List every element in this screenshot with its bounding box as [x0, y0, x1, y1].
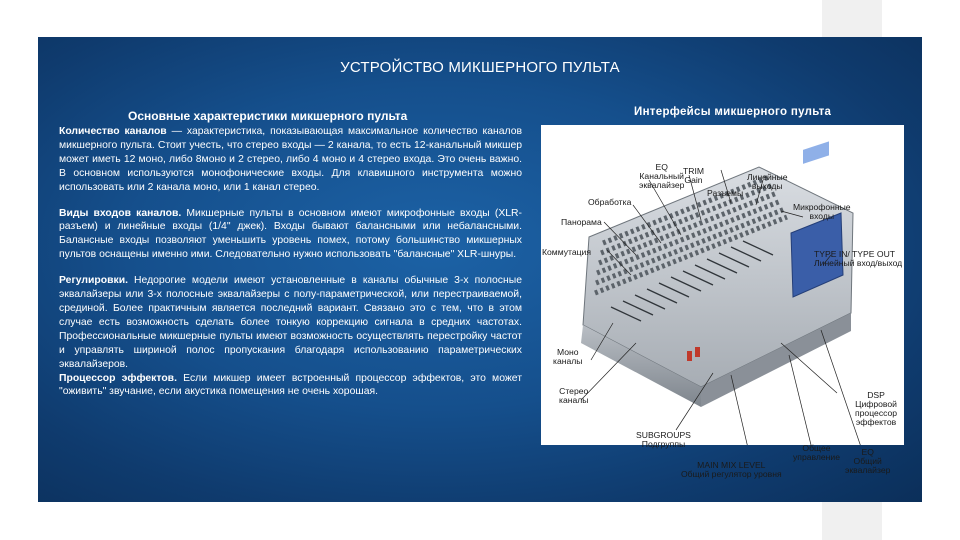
label-line-outputs: Линейные выходы	[747, 172, 788, 191]
label-general-controls: Общее управление	[793, 443, 840, 462]
slide	[38, 37, 922, 502]
label-stereo-channels: Стерео каналы	[559, 386, 589, 405]
label-trim-gain: TRIM Gain	[683, 166, 705, 185]
paragraph-effects	[59, 372, 522, 400]
text-effects: Если микшер имеет встроенный процессор эффектов, это может "оживить" звучание, если акустика помещения не очень хорошая.	[59, 372, 522, 398]
label-eq-general: EQ Общий эквалайзер	[845, 447, 891, 475]
mixer-illustration	[541, 125, 904, 445]
label-eq-channel: EQ Канальный эквалайзер	[639, 162, 685, 190]
paragraph-channels	[59, 125, 522, 195]
left-heading: Основные характеристики микшерного пульта	[128, 109, 408, 123]
paragraph-inputs	[59, 207, 522, 263]
label-type-io: TYPE IN/ TYPE OUT Линейный вход/выход	[814, 249, 903, 268]
label-panorama: Панорама	[561, 217, 602, 227]
text-inputs: Микшерные пульты в основном имеют микрофонные входы (XLR-разъем) и линейные входы (1/4" джек). Входы бывают балансными или небалансными. Балансные входы позволяют уменьшить уровень помех, потому большинство микшерных пультов оснащены именно ими. Следовательно нужно использовать "балансные" XLR-шнуры.	[59, 207, 523, 261]
label-pans: Разъемы	[707, 188, 744, 198]
text-channels: — характеристика, показывающая максимальное количество каналов микшерного пульта. Стоит учесть, что стерео входы — 2 канала, то есть 12-канальный микшер может иметь 12 моно, либо 8моно и 2 стерео, либо 4 моно и 4 стерео входа. Это очень важно. В основном используются монофонические входы. Для клавишного инструмента можно использовать или 2 канала моно, или 1 канал стерео.	[59, 126, 523, 193]
label-main-level: MAIN MIX LEVEL Общий регулятор уровня	[681, 460, 782, 479]
term-effects: Процессор эффектов.	[59, 372, 177, 384]
term-controls: Регулировки.	[59, 275, 128, 287]
mute-buttons	[687, 351, 692, 361]
label-switching: Коммутация	[542, 247, 591, 257]
label-processing: Обработка	[588, 197, 632, 207]
label-mic-inputs: Микрофонные входы	[793, 202, 851, 221]
display-panel	[803, 141, 829, 163]
term-inputs: Виды входов каналов.	[59, 207, 182, 219]
paragraph-controls	[59, 274, 522, 371]
label-mono-channels: Моно каналы	[553, 347, 583, 366]
label-subgroups: SUBGROUPS Подгруппы	[636, 430, 691, 449]
term-channels: Количество каналов	[59, 126, 167, 137]
mixer-diagram	[541, 125, 904, 479]
text-controls: Недорогие модели имеют установленные в каналы обычные 3-х полосные эквалайзеры или 3-х полосные эквалайзеры с полу-параметрической, или перестраиваемой, срединой. Более практичным является последний вариант. Связано это с тем, что в этом случае есть возможность сделать более тонкую коррекцию сигнала в средних частотах. Профессиональные микшерные пульты имеют возможность осуществлять перестройку частот и управлять шириной полос пропускания благодаря использованию параметрических эквалайзеров.	[59, 275, 522, 370]
slide-title: УСТРОЙСТВО МИКШЕРНОГО ПУЛЬТА	[340, 59, 620, 76]
label-dsp: DSP Цифровой процессор эффектов	[855, 390, 898, 427]
characteristics-text	[59, 125, 522, 399]
right-heading: Интерфейсы микшерного пульта	[634, 106, 832, 118]
